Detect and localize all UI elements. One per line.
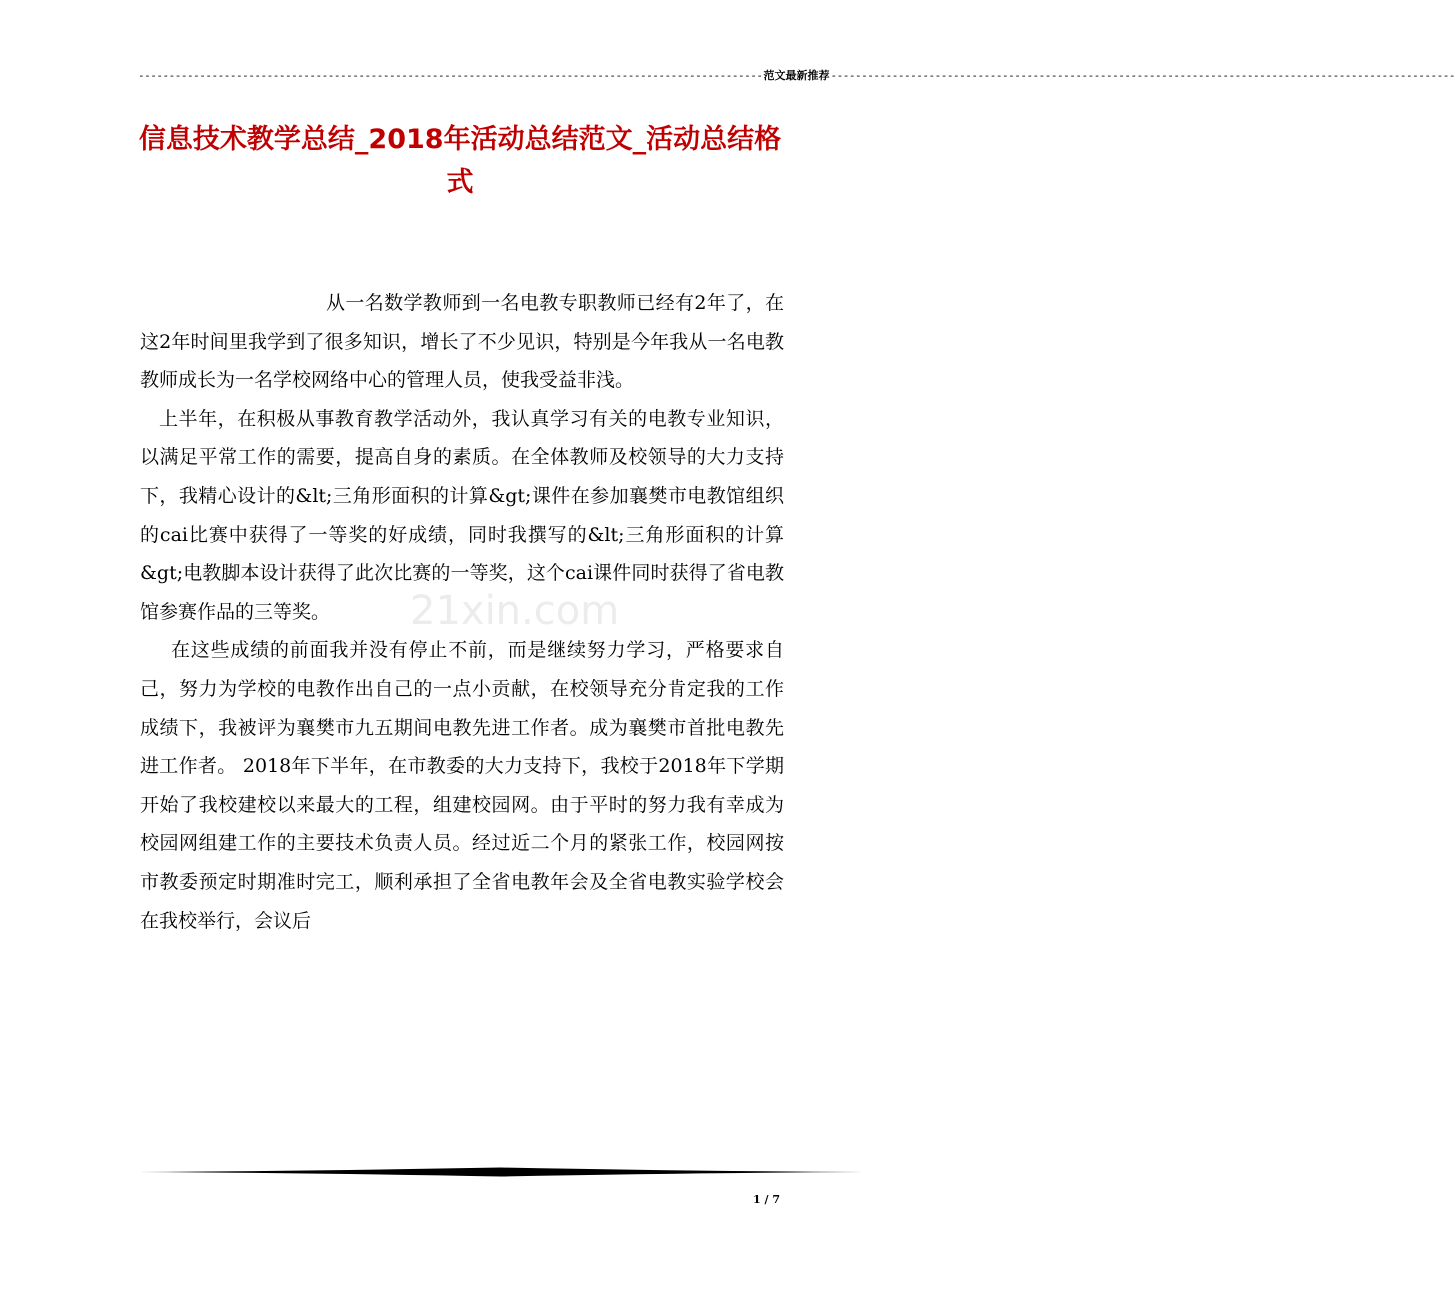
paragraph-2: 上半年，在积极从事教育教学活动外，我认真学习有关的电教专业知识，以满足平常工作的需要，提高自身的素质。在全体教师及校领导的大力支持下，我精心设计的&lt;三角形面积的计算&gt;课件在参加襄樊市电教馆组织的cai比赛中获得了一等奖的好成绩，同时我撰写的&lt;三角形面积的计算&gt;电教脚本设计获得了此次比赛的一等奖，这个cai课件同时获得了省电教馆参赛作品的三等奖。	[140, 407, 784, 623]
page-header	[138, 68, 1455, 84]
paragraph-1: 从一名数学教师到一名电教专职教师已经有2年了，在这2年时间里我学到了很多知识，增长了不少见识，特别是今年我从一名电教教师成长为一名学校网络中心的管理人员，使我受益非浅。	[140, 292, 784, 392]
page-number: 1 / 7	[753, 1193, 780, 1206]
header-label: 范文最新推荐	[763, 69, 830, 82]
header-dash-right: ------------------------------------------------------------------------------------------------------	[830, 69, 1455, 82]
paragraph-3: 在这些成绩的前面我并没有停止不前，而是继续努力学习，严格要求自己，努力为学校的电教作出自己的一点小贡献，在校领导充分肯定我的工作成绩下，我被评为襄樊市九五期间电教先进工作者。成为襄樊市首批电教先进工作者。 2018年下半年，在市教委的大力支持下，我校于2018年下学期开始了我校建校以来最大的工程，组建校园网。由于平时的努力我有幸成为校园网组建工作的主要技术负责人员。经过近二个月的紧张工作，校园网按市教委预定时期准时完工，顺利承担了全省电教年会及全省电教实验学校会在我校举行，会议后	[140, 639, 784, 932]
document-title: 信息技术教学总结_2018年活动总结范文_活动总结格式	[138, 124, 782, 198]
document-body	[140, 284, 784, 940]
watermark: 21xin.com	[410, 588, 620, 634]
header-dash-left: ------------------------------------------------------------------------------------------------------	[138, 69, 763, 82]
footer-rule	[138, 1166, 864, 1178]
